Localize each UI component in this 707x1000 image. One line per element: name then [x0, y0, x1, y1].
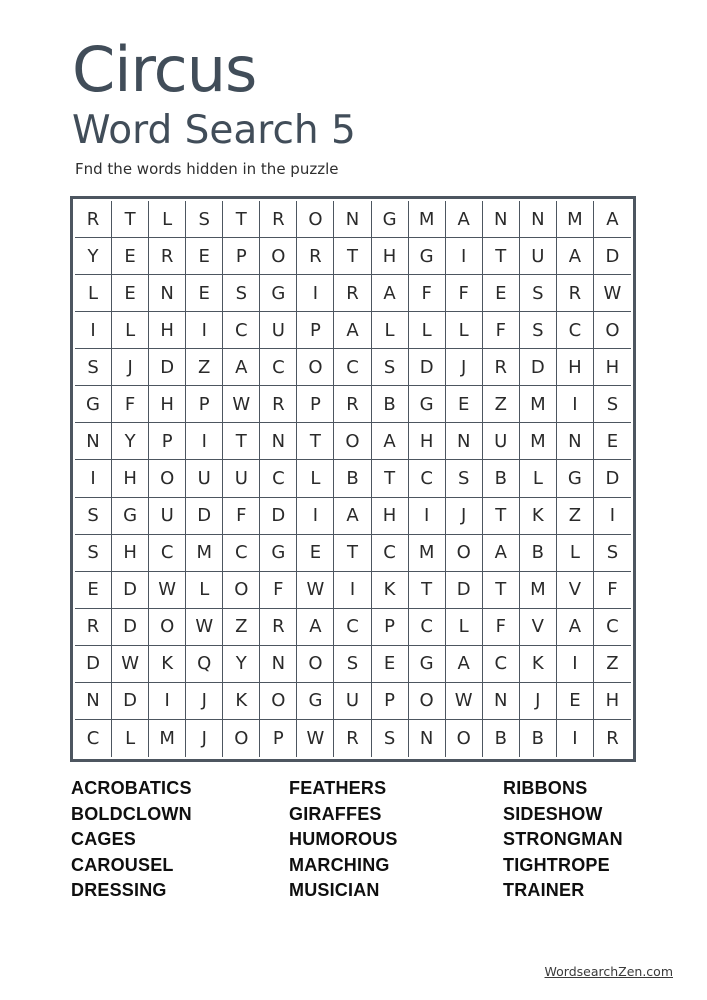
grid-cell: E — [483, 275, 520, 312]
grid-cell: O — [297, 349, 334, 386]
grid-cell: U — [223, 460, 260, 497]
grid-cell: C — [223, 312, 260, 349]
grid-cell: V — [520, 609, 557, 646]
grid-cell: O — [223, 572, 260, 609]
grid-cell: G — [372, 201, 409, 238]
grid-cell: G — [297, 683, 334, 720]
grid-cell: Z — [483, 386, 520, 423]
grid-cell: W — [186, 609, 223, 646]
grid-cell: C — [409, 609, 446, 646]
grid-cell: Z — [186, 349, 223, 386]
grid-cell: R — [149, 238, 186, 275]
grid-cell: Y — [75, 238, 112, 275]
grid-cell: T — [483, 498, 520, 535]
grid-cell: N — [520, 201, 557, 238]
grid-cell: R — [334, 720, 371, 757]
grid-cell: E — [186, 275, 223, 312]
grid-cell: D — [112, 572, 149, 609]
grid-cell: T — [483, 238, 520, 275]
grid-cell: T — [483, 572, 520, 609]
grid-cell: A — [446, 201, 483, 238]
grid-cell: K — [372, 572, 409, 609]
grid-cell: S — [446, 460, 483, 497]
grid-cell: D — [446, 572, 483, 609]
grid-cell: D — [186, 498, 223, 535]
grid-cell: Q — [186, 646, 223, 683]
grid-cell: U — [260, 312, 297, 349]
grid-cell: G — [409, 238, 446, 275]
grid-cell: F — [409, 275, 446, 312]
instructions-text: Fnd the words hidden in the puzzle — [75, 160, 339, 178]
grid-cell: F — [483, 312, 520, 349]
word-list-item: DRESSING — [71, 880, 167, 901]
grid-cell: M — [149, 720, 186, 757]
grid-cell: J — [446, 349, 483, 386]
grid-cell: T — [223, 423, 260, 460]
grid-cell: U — [186, 460, 223, 497]
grid-cell: A — [557, 609, 594, 646]
grid-cell: E — [594, 423, 631, 460]
grid-cell: L — [520, 460, 557, 497]
grid-cell: L — [186, 572, 223, 609]
grid-cell: K — [520, 646, 557, 683]
grid-cell: G — [112, 498, 149, 535]
grid-cell: Y — [223, 646, 260, 683]
grid-cell: P — [297, 386, 334, 423]
grid-cell: B — [483, 720, 520, 757]
grid-cell: R — [334, 386, 371, 423]
word-list-item: MUSICIAN — [289, 880, 380, 901]
grid-cell: L — [75, 275, 112, 312]
grid-cell: H — [112, 460, 149, 497]
grid-cell: G — [75, 386, 112, 423]
grid-cell: L — [149, 201, 186, 238]
grid-cell: N — [75, 423, 112, 460]
grid-cell: W — [112, 646, 149, 683]
grid-cell: S — [372, 349, 409, 386]
grid-cell: P — [372, 609, 409, 646]
grid-cell: G — [260, 535, 297, 572]
grid-cell: E — [557, 683, 594, 720]
word-column-2 — [289, 776, 398, 904]
grid-cell: G — [409, 386, 446, 423]
grid-cell: T — [334, 535, 371, 572]
grid-cell: B — [520, 535, 557, 572]
grid-cell: E — [372, 646, 409, 683]
grid-cell: J — [186, 720, 223, 757]
grid-cell: A — [557, 238, 594, 275]
grid-cell: S — [186, 201, 223, 238]
grid-cell: R — [260, 386, 297, 423]
grid-cell: H — [594, 349, 631, 386]
grid-cell: M — [557, 201, 594, 238]
grid-cell: T — [297, 423, 334, 460]
grid-cell: K — [520, 498, 557, 535]
grid-cell: A — [372, 275, 409, 312]
grid-cell: T — [409, 572, 446, 609]
grid-cell: O — [260, 238, 297, 275]
grid-cell: A — [446, 646, 483, 683]
grid-cell: D — [112, 683, 149, 720]
grid-cell: R — [297, 238, 334, 275]
grid-cell: I — [186, 312, 223, 349]
grid-cell: F — [483, 609, 520, 646]
grid-cell: I — [75, 312, 112, 349]
word-list-item: MARCHING — [289, 854, 390, 875]
grid-cell: O — [297, 201, 334, 238]
grid-cell: N — [409, 720, 446, 757]
grid-cell: D — [149, 349, 186, 386]
grid-cell: J — [520, 683, 557, 720]
grid-cell: C — [334, 609, 371, 646]
grid-cell: L — [409, 312, 446, 349]
grid-cell: O — [446, 535, 483, 572]
grid-cell: U — [520, 238, 557, 275]
grid-cell: I — [557, 386, 594, 423]
grid-cell: S — [372, 720, 409, 757]
grid-cell: O — [594, 312, 631, 349]
grid-cell: W — [149, 572, 186, 609]
grid-cell: A — [483, 535, 520, 572]
grid-cell: C — [372, 535, 409, 572]
grid-cell: N — [446, 423, 483, 460]
grid-cell: O — [223, 720, 260, 757]
grid-cell: E — [446, 386, 483, 423]
grid-cell: T — [112, 201, 149, 238]
grid-cell: D — [75, 646, 112, 683]
grid-cell: E — [297, 535, 334, 572]
grid-cell: S — [594, 386, 631, 423]
grid-cell: C — [409, 460, 446, 497]
word-column-1 — [71, 776, 192, 904]
grid-cell: A — [372, 423, 409, 460]
grid-cell: E — [75, 572, 112, 609]
grid-cell: B — [334, 460, 371, 497]
grid-cell: H — [557, 349, 594, 386]
grid-cell: E — [112, 238, 149, 275]
word-list-item: HUMOROUS — [289, 829, 398, 850]
grid-cell: L — [446, 609, 483, 646]
grid-cell: D — [594, 460, 631, 497]
grid-cell: C — [594, 609, 631, 646]
grid-cell: C — [149, 535, 186, 572]
grid-cell: H — [149, 312, 186, 349]
grid-cell: W — [223, 386, 260, 423]
grid-cell: H — [372, 498, 409, 535]
grid-cell: P — [223, 238, 260, 275]
grid-cell: N — [557, 423, 594, 460]
grid-cell: L — [112, 312, 149, 349]
grid-cell: R — [606, 727, 619, 749]
word-list-item: TRAINER — [503, 880, 585, 901]
grid-cell: L — [557, 535, 594, 572]
grid-cell: M — [520, 386, 557, 423]
grid-cell: L — [372, 312, 409, 349]
grid-cell: G — [409, 646, 446, 683]
grid-cell: I — [594, 498, 631, 535]
grid-cell: A — [334, 312, 371, 349]
grid-cell: W — [446, 683, 483, 720]
grid-cell: D — [260, 498, 297, 535]
grid-cell: C — [75, 720, 112, 757]
grid-cell: J — [186, 683, 223, 720]
grid-cell: E — [186, 238, 223, 275]
grid-cell: H — [409, 423, 446, 460]
word-list-item: CAGES — [71, 829, 137, 850]
grid-cell: I — [297, 275, 334, 312]
grid-cell: B — [372, 386, 409, 423]
grid-cell: P — [186, 386, 223, 423]
grid-cell: L — [112, 720, 149, 757]
grid-cell: F — [112, 386, 149, 423]
grid-cell: S — [223, 275, 260, 312]
grid-cell: C — [483, 646, 520, 683]
grid-cell: W — [594, 275, 631, 312]
grid-cell: S — [520, 312, 557, 349]
grid-cell: T — [372, 460, 409, 497]
grid-cell: A — [334, 498, 371, 535]
grid-cell: O — [297, 646, 334, 683]
grid-cell: S — [75, 498, 112, 535]
grid-cell: O — [260, 683, 297, 720]
grid-cell: M — [520, 423, 557, 460]
page-subtitle: Word Search 5 — [72, 108, 356, 153]
grid-cell: D — [409, 349, 446, 386]
word-list-item: TIGHTROPE — [503, 854, 610, 875]
grid-cell: H — [149, 386, 186, 423]
grid-cell: R — [483, 349, 520, 386]
grid-cell: M — [520, 572, 557, 609]
grid-cell: N — [149, 275, 186, 312]
word-list-item: ACROBATICS — [71, 778, 192, 798]
grid-cell: O — [446, 720, 483, 757]
grid-cell: D — [520, 349, 557, 386]
grid-cell: A — [594, 201, 631, 238]
grid-cell: R — [260, 201, 297, 238]
grid-cell: B — [520, 720, 557, 757]
grid-cell: N — [483, 683, 520, 720]
grid-cell: N — [483, 201, 520, 238]
page-title: Circus — [72, 33, 257, 106]
word-list-item: SIDESHOW — [503, 803, 603, 824]
grid-cell: U — [334, 683, 371, 720]
grid-cell: P — [372, 683, 409, 720]
footer-site-link[interactable]: WordsearchZen.com — [544, 964, 673, 979]
grid-cell: I — [186, 423, 223, 460]
grid-cell: F — [223, 498, 260, 535]
grid-cell: C — [260, 349, 297, 386]
grid-cell: J — [112, 349, 149, 386]
grid-cell: G — [557, 460, 594, 497]
grid-cell: Y — [112, 423, 149, 460]
word-list-item: RIBBONS — [503, 778, 588, 798]
grid-cell: N — [75, 683, 112, 720]
grid-cell: R — [75, 609, 112, 646]
grid-cell: I — [446, 238, 483, 275]
grid-cell: O — [149, 609, 186, 646]
grid-cell: K — [223, 683, 260, 720]
grid-cell: I — [334, 572, 371, 609]
grid-cell: I — [75, 460, 112, 497]
word-list-item: GIRAFFES — [289, 803, 382, 824]
grid-cell: C — [334, 349, 371, 386]
puzzle-grid-frame — [70, 196, 636, 762]
grid-cell: H — [372, 238, 409, 275]
grid-cell: M — [186, 535, 223, 572]
grid-cell: S — [75, 349, 112, 386]
grid-cell: I — [557, 720, 594, 757]
grid-cell: D — [594, 238, 631, 275]
grid-cell: S — [594, 535, 631, 572]
grid-cell: F — [446, 275, 483, 312]
grid-cell: O — [334, 423, 371, 460]
grid-cell: S — [520, 275, 557, 312]
grid-cell: I — [297, 498, 334, 535]
grid-cell: H — [112, 535, 149, 572]
grid-cell: D — [112, 609, 149, 646]
grid-cell: A — [223, 349, 260, 386]
word-list-item: STRONGMAN — [503, 829, 623, 850]
grid-cell: N — [334, 201, 371, 238]
grid-cell: S — [334, 646, 371, 683]
grid-cell: Z — [557, 498, 594, 535]
grid-cell: W — [297, 572, 334, 609]
grid-cell: F — [260, 572, 297, 609]
grid-cell: I — [149, 683, 186, 720]
grid-cell: E — [112, 275, 149, 312]
grid-cell: U — [149, 498, 186, 535]
grid-cell: N — [260, 423, 297, 460]
grid-cell: J — [446, 498, 483, 535]
grid-cell: R — [334, 275, 371, 312]
word-list-item: BOLDCLOWN — [71, 803, 192, 824]
grid-cell: N — [260, 646, 297, 683]
word-column-3 — [503, 776, 623, 904]
grid-cell: C — [557, 312, 594, 349]
grid-cell: C — [223, 535, 260, 572]
grid-cell: R — [260, 609, 297, 646]
grid-cell: R — [75, 201, 112, 238]
grid-cell: Z — [223, 609, 260, 646]
grid-cell: W — [297, 720, 334, 757]
grid-cell: L — [446, 312, 483, 349]
word-list-item: FEATHERS — [289, 778, 387, 798]
grid-cell: P — [297, 312, 334, 349]
puzzle-grid — [75, 201, 631, 757]
grid-cell: P — [149, 423, 186, 460]
grid-cell: T — [223, 201, 260, 238]
grid-cell: O — [149, 460, 186, 497]
grid-cell: L — [297, 460, 334, 497]
grid-cell: V — [557, 572, 594, 609]
grid-cell: F — [594, 572, 631, 609]
grid-cell: M — [409, 535, 446, 572]
grid-cell: I — [557, 646, 594, 683]
grid-cell: O — [409, 683, 446, 720]
grid-cell: A — [297, 609, 334, 646]
grid-cell: S — [75, 535, 112, 572]
grid-cell: I — [409, 498, 446, 535]
grid-cell: U — [483, 423, 520, 460]
word-list-item: CAROUSEL — [71, 854, 174, 875]
grid-cell: M — [409, 201, 446, 238]
grid-cell: T — [334, 238, 371, 275]
grid-cell: H — [594, 683, 631, 720]
grid-cell: G — [260, 275, 297, 312]
grid-cell: P — [260, 720, 297, 757]
grid-cell: K — [149, 646, 186, 683]
grid-cell: Z — [594, 646, 631, 683]
grid-cell: C — [260, 460, 297, 497]
grid-cell: R — [557, 275, 594, 312]
grid-cell: B — [483, 460, 520, 497]
